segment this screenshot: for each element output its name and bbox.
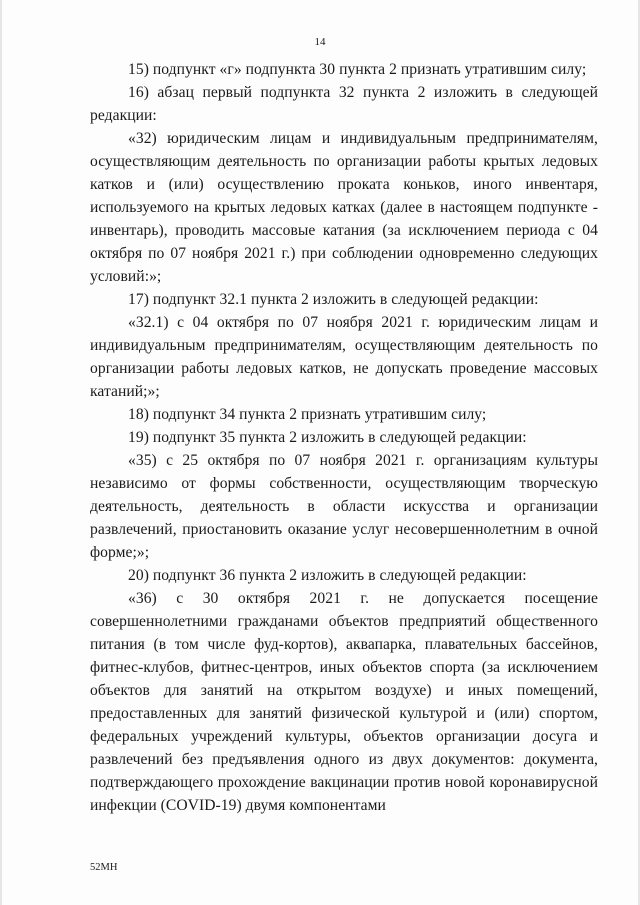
document-code: 52МН xyxy=(90,862,118,873)
paragraph-16: 16) абзац первый подпункта 32 пункта 2 изложить в следующей редакции: xyxy=(90,84,598,124)
paragraph-quote-32: «32) юридическим лицам и индивидуальным предпринимателям, осуществляющим деятельность по организации работы крытых ледовых катков и (или) осуществлению проката коньков, иного инвентаря, используемого на крытых ледовых катках (далее в настоящем подпункте - инвентарь), проводить массовые катания (за исключением периода с 04 октября по 07 ноября 2021 г.) при соблюдении одновременно следующих условий:»; xyxy=(90,130,598,285)
paragraph-quote-36: «36) с 30 октября 2021 г. не допускается посещение совершеннолетними гражданами объектов предприятий общественного питания (в том числе фуд-кортов), аквапарка, плавательных бассейнов, фитнес-клубов, фитнес-центров, иных объектов спорта (за исключением объектов для занятий на открытом воздухе) и иных помещений, предоставленных для занятий физической культурой и (или) спортом, федеральных учреждений культуры, объектов организации досуга и развлечений без предъявления одного из двух документов: документа, подтверждающего прохождение вакцинации против новой коронавирусной инфекции (COVID-19) двумя компонентами xyxy=(90,590,598,814)
document-body xyxy=(90,58,598,817)
scan-edge-left xyxy=(0,0,2,905)
paragraph-quote-35: «35) с 25 октября по 07 ноября 2021 г. организациям культуры независимо от формы собственности, осуществляющим творческую деятельность, деятельность в области искусства и организации развлечений, приостановить оказание услуг несовершеннолетним в очной форме;»; xyxy=(90,452,598,561)
page-number: 14 xyxy=(314,36,326,48)
paragraph-17: 17) подпункт 32.1 пункта 2 изложить в следующей редакции: xyxy=(128,291,539,308)
paragraph-quote-32-1: «32.1) с 04 октября по 07 ноября 2021 г. юридическим лицам и индивидуальным предпринимателям, осуществляющим деятельность по организации работы ледовых катков, не допускать проведение массовых катаний;»; xyxy=(90,314,598,400)
paragraph-20: 20) подпункт 36 пункта 2 изложить в следующей редакции: xyxy=(128,567,527,584)
paragraph-15: 15) подпункт «г» подпункта 30 пункта 2 признать утратившим силу; xyxy=(128,61,587,78)
paragraph-19: 19) подпункт 35 пункта 2 изложить в следующей редакции: xyxy=(128,429,527,446)
paragraph-18: 18) подпункт 34 пункта 2 признать утратившим силу; xyxy=(128,406,487,423)
